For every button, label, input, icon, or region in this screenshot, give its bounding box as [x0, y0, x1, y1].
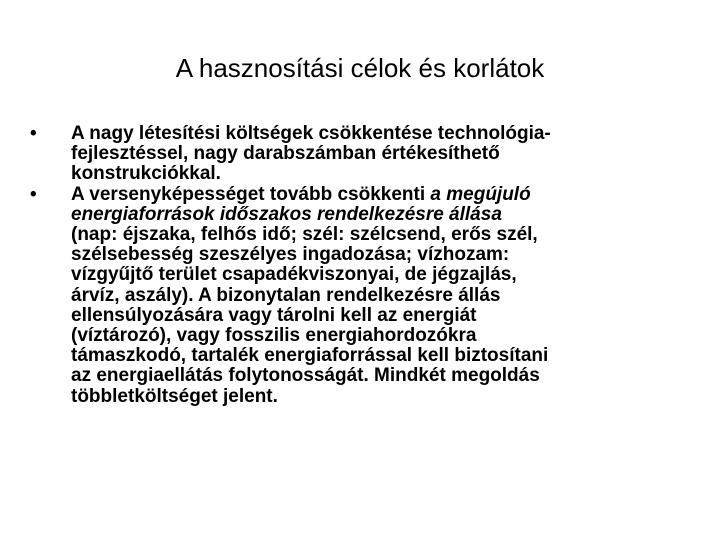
bullet-2-line-8: (víztározó), vagy fosszilis energiahordozókra [71, 325, 477, 347]
bullet-2-line-2-italic: energiaforrások időszakos rendelkezésre állása [71, 203, 502, 225]
bullet-2-line-3: (nap: éjszaka, felhős idő; szél: szélcsend, erős szél, [71, 224, 538, 246]
bullet-2-line-9: támaszkodó, tartalék energiaforrással kell biztosítani [71, 345, 549, 367]
bullet-item-competitiveness [30, 185, 700, 407]
bullet-1-line-2: fejlesztéssel, nagy darabszámban értékesíthető [71, 143, 500, 165]
bullet-2-line-1-italic: a megújuló [430, 183, 531, 205]
bullet-2-line-7: ellensúlyozására vagy tárolni kell az energiát [71, 304, 477, 326]
bullet-2-line-1 [71, 185, 700, 205]
bullet-2-line-10: az energiaellátás folytonosságát. Mindkét megoldás [71, 365, 540, 387]
bullet-2-line-4: szélsebesség szeszélyes ingadozása; vízhozam: [71, 244, 510, 266]
bullet-list [30, 124, 700, 407]
bullet-1-line-1: A nagy létesítési költségek csökkentése technológia- [71, 123, 551, 144]
bullet-2-line-5: vízgyűjtő terület csapadékviszonyai, de jégzajlás, [71, 264, 517, 286]
bullet-marker: • [30, 183, 37, 205]
bullet-2-line-6: árvíz, aszály). A bizonytalan rendelkezésre állás [71, 284, 501, 306]
slide-title: A hasznosítási célok és korlátok [175, 53, 545, 83]
bullet-1-line-3: konstrukciókkal. [71, 163, 221, 185]
bullet-2-line-1-plain: A versenyképességet tovább csökkenti [71, 183, 431, 205]
bullet-2-line-11: többletköltséget jelent. [71, 385, 278, 407]
bullet-marker: • [30, 123, 37, 144]
bullet-item-cost-reduction [30, 124, 700, 185]
